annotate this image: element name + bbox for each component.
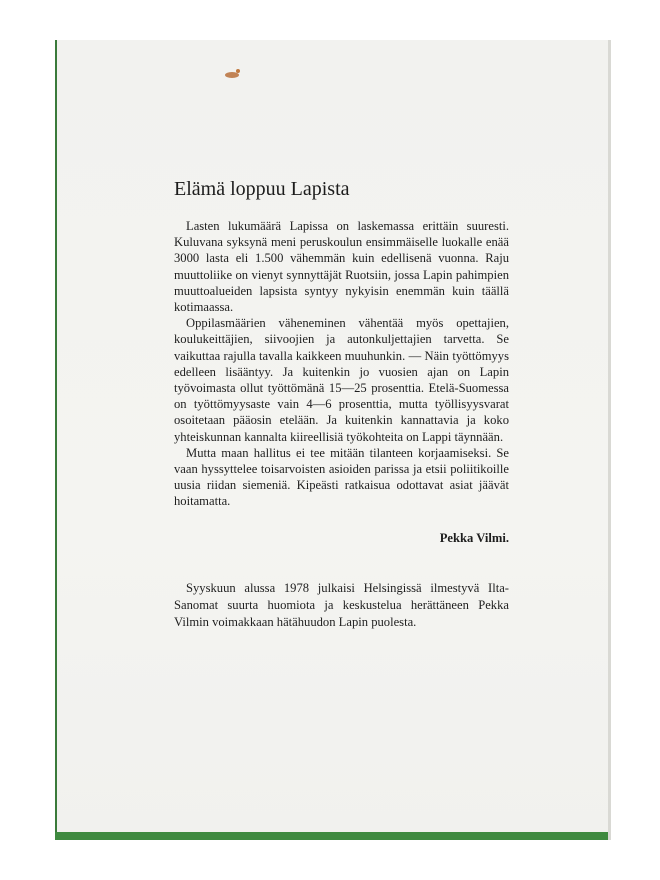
article-paragraph: Mutta maan hallitus ei tee mitään tilanteen korjaamiseksi. Se vaan hyssyttelee toisarvoisten asioiden parissa ja etsii poliitikoille uusia riidan siemeniä. Kipeästi ratkaisua odottavat asiat jäävät hoitamatta. xyxy=(174,445,509,509)
publication-note: Syyskuun alussa 1978 julkaisi Helsingissä ilmestyvä Ilta-Sanomat suurta huomiota ja keskustelua herättäneen Pekka Vilmin voimakkaan hätähuudon Lapin puolesta. xyxy=(174,581,509,629)
article-author: Pekka Vilmi. xyxy=(439,531,509,545)
article-body xyxy=(174,218,509,510)
article-paragraph: Lasten lukumäärä Lapissa on laskemassa erittäin suuresti. Kuluvana syksynä meni peruskoulun ensimmäiselle luokalle enää 3000 lasta eli 1.500 vähemmän kuin edellisenä vuonna. Raju muuttoliike on vienyt synnyttäjät Ruotsiin, jossa Lapin pahimpien muuttoalueiden lapsista syntyy nykyisin enemmän kuin täällä kotimaassa. xyxy=(174,219,509,315)
stain-mark-small xyxy=(236,69,240,73)
article-paragraph: Oppilasmäärien väheneminen vähentää myös opettajien, koulukeittäjien, siivoojien ja autonkuljettajien tarvetta. Se vaikuttaa rajulla tavalla kaikkeen muuhunkin. — Näin työttömyys edelleen lisääntyy. Ja kuitenkin jo vuosien ajan on Lapin työvoimasta ollut työttömänä 15—25 prosenttia. Etelä-Suomessa on työttömyysaste vain 4—6 prosenttia, mutta työllisyysvarat osoitetaan pääosin etelään. Ja kuitenkin kannattavia ja koko yhteiskunnan kannalta kiireellisiä työkohteita on Lappi täynnään. xyxy=(174,316,509,444)
cover-green-edge xyxy=(55,832,608,840)
article-title: Elämä loppuu Lapista xyxy=(174,178,350,200)
